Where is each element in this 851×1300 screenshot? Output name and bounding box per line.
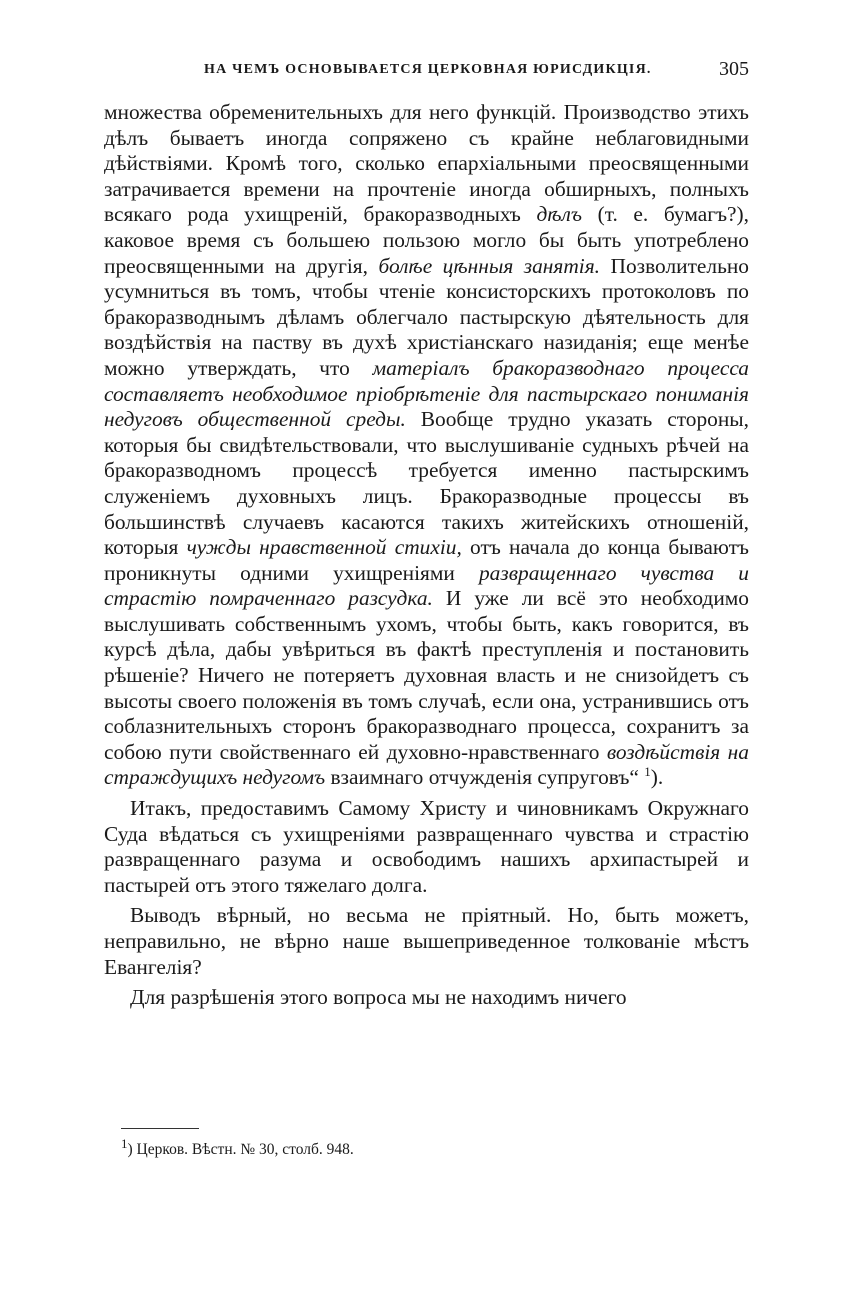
footnote [121, 1135, 354, 1159]
body-text [104, 100, 749, 1011]
footnote-text: ) Церков. Вѣстн. № 30, столб. 948. [127, 1141, 354, 1158]
italic-run: болѣе цѣнныя занятія. [378, 253, 601, 278]
italic-run: воздѣйствія на страждущихъ недугомъ [104, 739, 749, 790]
text-run: Позволительно усумниться въ томъ, чтобы чтеніе консисторскихъ протоколовъ по бракоразводнымъ дѣламъ облегчало пастырскую дѣятельность для воздѣйствія на паству въ духѣ христіанскаго назиданія; еще менѣе можно утверждать, что [104, 253, 749, 380]
italic-run: развращеннаго чувства и страстію помраченнаго разсудка. [104, 560, 749, 611]
page-header [104, 58, 749, 86]
footnote-divider [121, 1128, 199, 1129]
paragraph-3: Выводъ вѣрный, но весьма не пріятный. Но, быть можетъ, неправильно, не вѣрно наше вышеприведенное толкованіе мѣстъ Евангелія? [104, 903, 749, 979]
text-run: Вообще трудно указать стороны, которыя бы свидѣтельствовали, что выслушиваніе судныхъ рѣчей на бракоразводномъ процессѣ требуется именно пастырскимъ служеніемъ духовныхъ лицъ. Бракоразводные процессы въ большинствѣ случаевъ касаются такихъ житейскихъ отношеній, которыя [104, 407, 750, 560]
italic-run: матеріалъ бракоразводнаго процесса составляетъ необходимое пріобрѣтеніе для пастырскаго пониманія недуговъ общественной среды. [104, 355, 749, 432]
footnote-reference: 1 [644, 764, 651, 780]
page-number: 305 [719, 58, 749, 80]
running-title: НА ЧЕМЪ ОСНОВЫВАЕТСЯ ЦЕРКОВНАЯ ЮРИСДИКЦІЯ. [204, 62, 652, 77]
text-run: множества обременительныхъ для него функцій. Производство этихъ дѣлъ бываетъ иногда сопряжено съ крайне неблаговидными дѣйствіями. Кромѣ того, сколько епархіальными преосвященными затрачивается времени на прочтеніе иногда обширныхъ, полныхъ всякаго рода ухищреній, бракоразводныхъ [104, 100, 749, 227]
footnote-marker: 1 [121, 1135, 128, 1151]
paragraph-2: Итакъ, предоставимъ Самому Христу и чиновникамъ Окружнаго Суда вѣдаться съ ухищреніями развращеннаго чувства и страстію развращеннаго разума и освободимъ нашихъ архипастырей и пастырей отъ этого тяжелаго долга. [104, 796, 749, 897]
text-run: ). [650, 765, 664, 790]
text-run: (т. е. бумагъ?), каковое время съ большею пользою могло бы быть употреблено преосвященными на другія, [104, 202, 750, 278]
paragraph-1 [104, 100, 749, 791]
paragraph-4: Для разрѣшенія этого вопроса мы не находимъ ничего [130, 985, 627, 1010]
text-run: взаимнаго отчужденія супруговъ“ [325, 765, 645, 790]
text-run: отъ начала до конца бываютъ проникнуты одними ухищреніями [104, 535, 749, 585]
italic-run: чужды нравственной стихіи, [186, 535, 462, 560]
text-run: И уже ли всё это необходимо выслушивать собственнымъ ухомъ, чтобы быть, какъ говорится, въ курсѣ дѣла, дабы увѣриться въ фактѣ преступленія и постановить рѣшеніе? Ничего не потеряетъ духовная власть и не снизойдетъ съ высоты своего положенія въ томъ случаѣ, если она, устранившись отъ соблазнительныхъ сторонъ бракоразводнаго процесса, сохранитъ за собою пути свойственнаго ей духовно-нравственнаго [104, 586, 749, 764]
italic-run: дѣлъ [536, 202, 582, 227]
